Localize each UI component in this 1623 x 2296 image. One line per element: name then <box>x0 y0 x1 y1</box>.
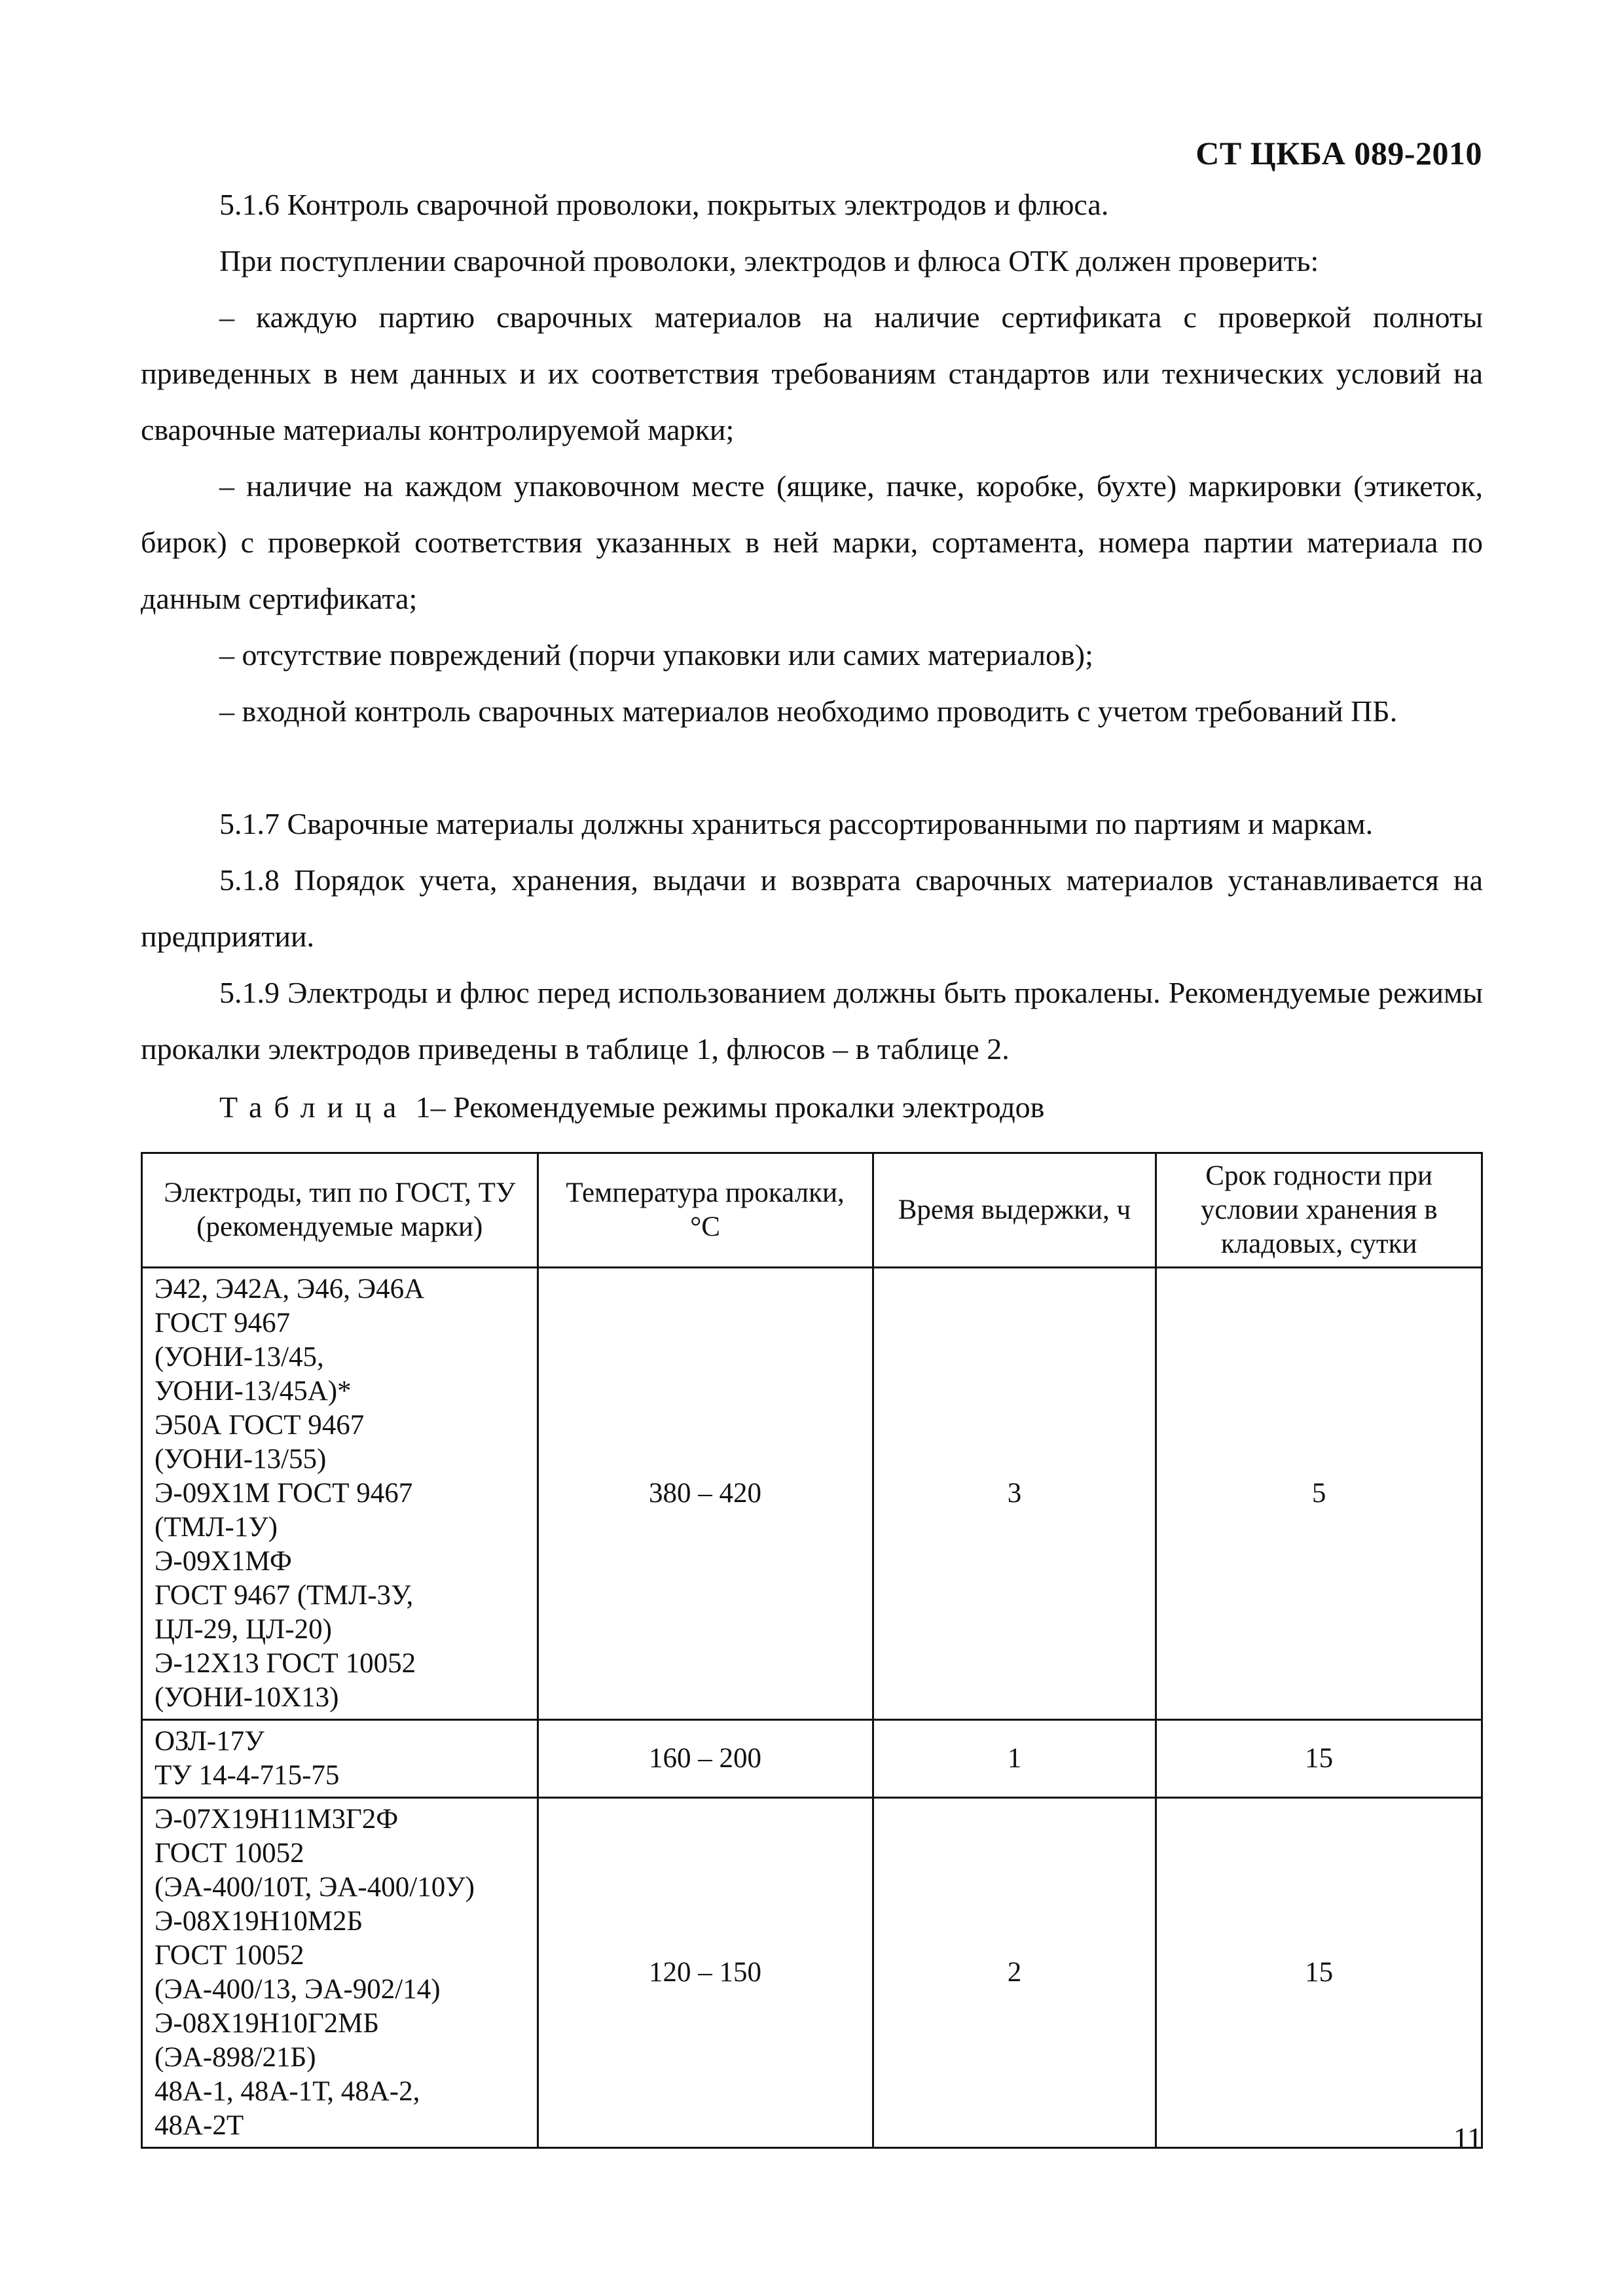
cell-shelf-life: 5 <box>1156 1268 1482 1720</box>
header-shelf-life: Срок годности при условии хранения в кладовых, сутки <box>1156 1153 1482 1268</box>
list-item-damage: – отсутствие повреждений (порчи упаковки или самих материалов); <box>219 638 1093 672</box>
cell-electrodes: Э-07Х19Н11М3Г2Ф ГОСТ 10052 (ЭА-400/10Т, ЭА-400/10У) Э-08Х19Н10М2Б ГОСТ 10052 (ЭА-400/13, ЭА-902/14) Э-08Х19Н10Г2МБ (ЭА-898/21Б) 48А-1, 48А-1Т, 48А-2, 48А-2Т <box>142 1798 538 2148</box>
cell-temperature: 120 – 150 <box>538 1798 873 2148</box>
table-caption-label: Таблица <box>219 1090 409 1124</box>
table-row <box>142 1268 1482 1720</box>
header-electrodes: Электроды, тип по ГОСТ, ТУ (рекомендуемые марки) <box>142 1153 538 1268</box>
cell-shelf-life: 15 <box>1156 1720 1482 1798</box>
table-row <box>142 1798 1482 2148</box>
cell-temperature: 380 – 420 <box>538 1268 873 1720</box>
table-caption-text: 1– Рекомендуемые режимы прокалки электродов <box>408 1090 1045 1124</box>
paragraph-intro: При поступлении сварочной проволоки, электродов и флюса ОТК должен проверить: <box>219 244 1319 278</box>
cell-time: 3 <box>873 1268 1156 1720</box>
cell-shelf-life: 15 <box>1156 1798 1482 2148</box>
table-caption <box>219 1090 1044 1124</box>
list-item-input-control: – входной контроль сварочных материалов необходимо проводить с учетом требований ПБ. <box>219 694 1398 728</box>
header-time: Время выдержки, ч <box>873 1153 1156 1268</box>
electrode-baking-table <box>141 1152 1483 2149</box>
page-number: 11 <box>1453 2121 1482 2155</box>
header-temperature: Температура прокалки, °С <box>538 1153 873 1268</box>
cell-time: 2 <box>873 1798 1156 2148</box>
paragraph-5-1-6: 5.1.6 Контроль сварочной проволоки, покрытых электродов и флюса. <box>219 188 1109 221</box>
paragraph-5-1-8: 5.1.8 Порядок учета, хранения, выдачи и возврата сварочных материалов устанавливается на предприятии. <box>141 863 1483 953</box>
list-item-marking: – наличие на каждом упаковочном месте (ящике, пачке, коробке, бухте) маркировки (этикеток, бирок) с проверкой соответствия указанных в ней марки, сортамента, номера партии материала по данным сертификата; <box>141 469 1483 615</box>
paragraph-5-1-9: 5.1.9 Электроды и флюс перед использованием должны быть прокалены. Рекомендуемые режимы прокалки электродов приведены в таблице 1, флюсов – в таблице 2. <box>141 976 1483 1066</box>
cell-temperature: 160 – 200 <box>538 1720 873 1798</box>
cell-electrodes: Э42, Э42А, Э46, Э46А ГОСТ 9467 (УОНИ-13/45, УОНИ-13/45А)* Э50А ГОСТ 9467 (УОНИ-13/55) Э-09Х1М ГОСТ 9467 (ТМЛ-1У) Э-09Х1МФ ГОСТ 9467 (ТМЛ-3У, ЦЛ-29, ЦЛ-20) Э-12Х13 ГОСТ 10052 (УОНИ-10Х13) <box>142 1268 538 1720</box>
list-item-certificate: – каждую партию сварочных материалов на наличие сертификата с проверкой полноты приведенных в нем данных и их соответствия требованиям стандартов или технических условий на сварочные материалы контролируемой марки; <box>141 300 1483 446</box>
paragraph-5-1-7: 5.1.7 Сварочные материалы должны храниться рассортированными по партиям и маркам. <box>219 807 1374 840</box>
cell-electrodes: ОЗЛ-17У ТУ 14-4-715-75 <box>142 1720 538 1798</box>
document-code: СТ ЦКБА 089-2010 <box>1195 135 1482 171</box>
table-header-row <box>142 1153 1482 1268</box>
cell-time: 1 <box>873 1720 1156 1798</box>
table-row <box>142 1720 1482 1798</box>
